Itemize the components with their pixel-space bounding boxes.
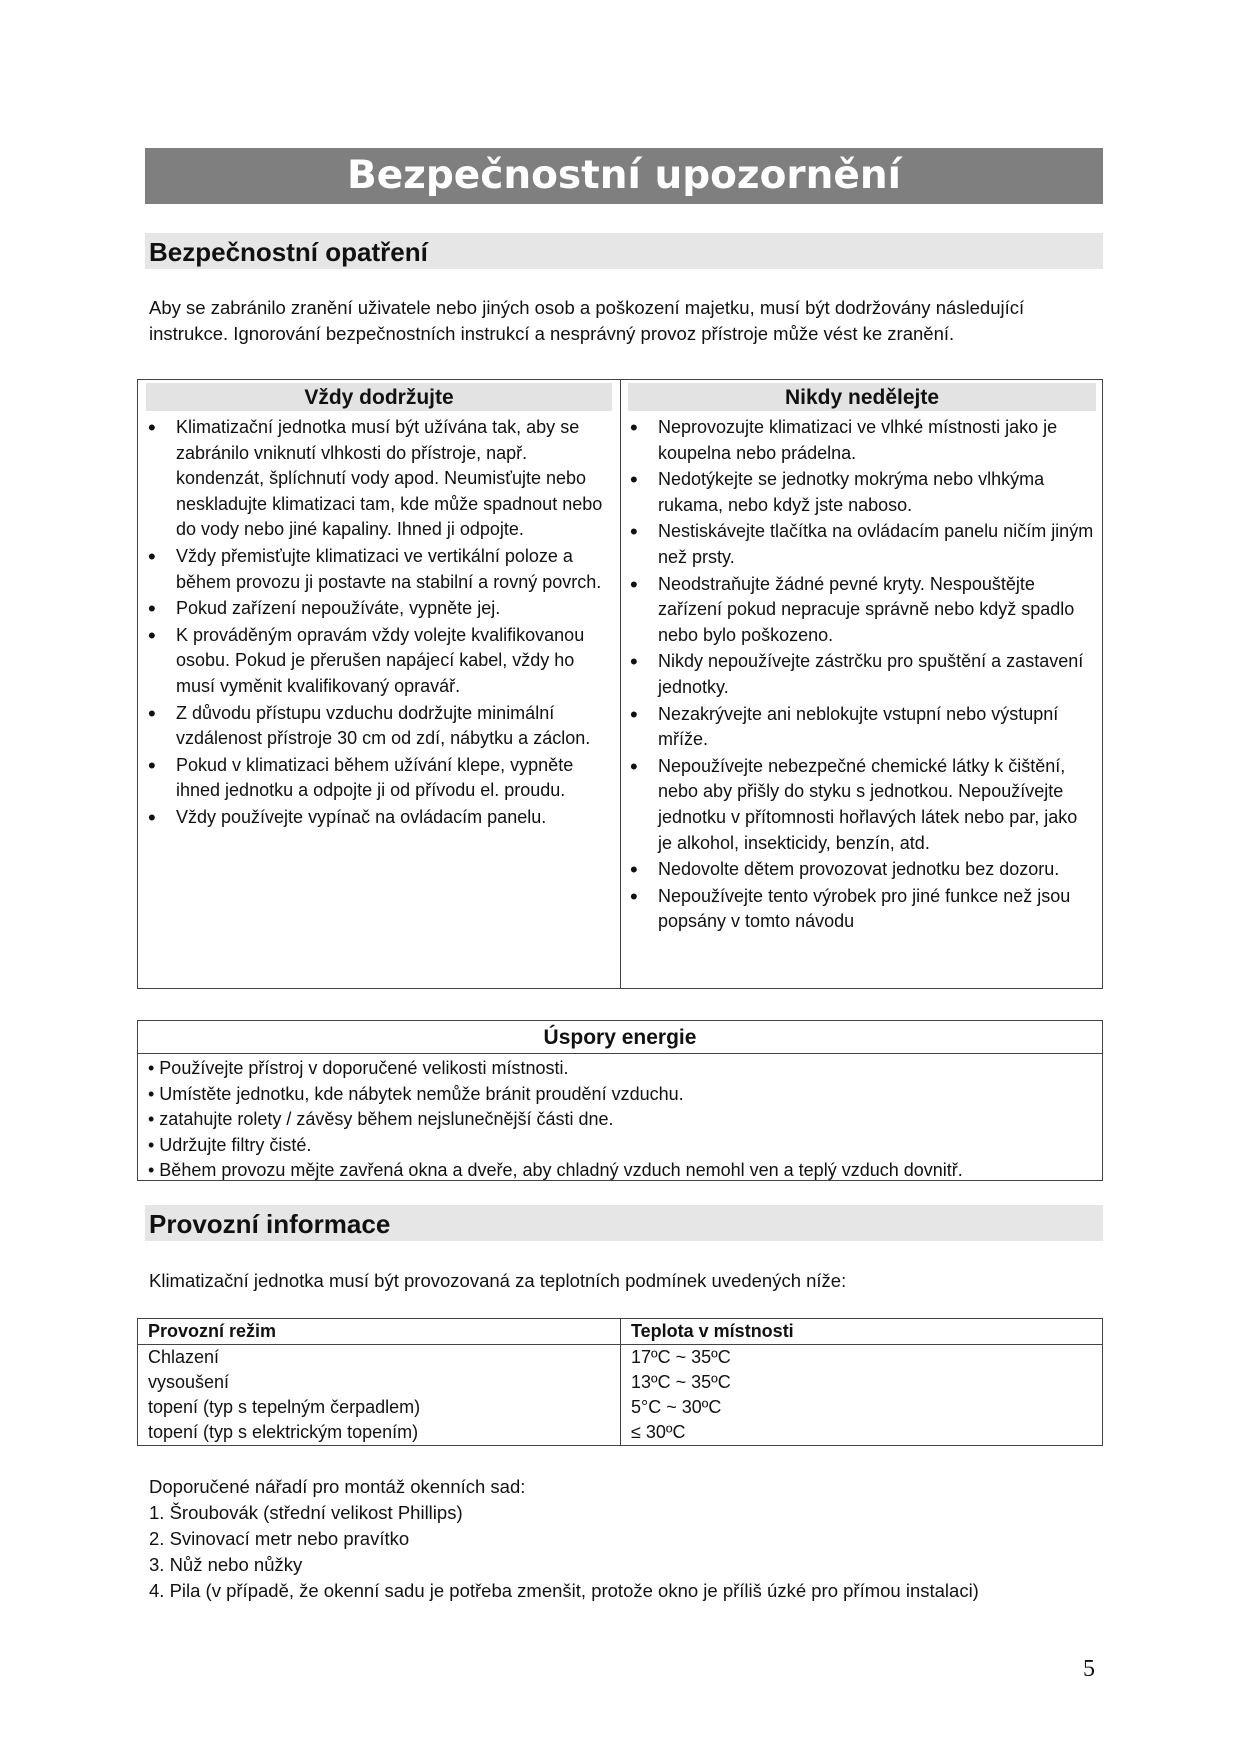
- list-item: [628, 857, 1096, 883]
- bullet-icon: •: [148, 415, 156, 440]
- energy-heading: Úspory energie: [138, 1021, 1102, 1054]
- list-item-text: Pokud zařízení nepoužíváte, vypněte jej.: [176, 598, 501, 619]
- tools-list: [149, 1474, 979, 1604]
- list-item: 1. Šroubovák (střední velikost Phillips): [149, 1502, 463, 1523]
- list-item: [628, 467, 1096, 518]
- table-header-cell: Teplota v místnosti: [621, 1319, 1103, 1345]
- bullet-icon: •: [148, 700, 156, 726]
- table-row: [138, 1370, 1103, 1395]
- table-row: [138, 1420, 1103, 1446]
- precautions-intro: Aby se zabránilo zranění uživatele nebo jiných osob a poškození majetku, musí být dodržovány následující instrukce. Ignorování bezpečnostních instrukcí a nesprávný provoz přístroje může vést ke zranění.: [149, 297, 1025, 344]
- bullet-icon: •: [630, 415, 638, 440]
- list-item-text: Nikdy nepoužívejte zástrčku pro spuštění a zastavení jednotky.: [658, 651, 1084, 697]
- table-cell: vysoušení: [138, 1370, 621, 1395]
- list-item: • Používejte přístroj v doporučené velikosti místnosti.: [148, 1058, 569, 1078]
- list-item-text: Klimatizační jednotka musí být užívána tak, aby se zabránilo vniknutí vlhkosti do přístroje, např. kondenzát, šplíchnutí vody apod. Neumisťujte nebo neskladujte klimatizaci tam, kde může spadnout nebo do vody nebo jiné kapaliny. Ihned ji odpojte.: [176, 417, 603, 540]
- tools-intro: Doporučené nářadí pro montáž okenních sad:: [149, 1476, 526, 1497]
- bullet-icon: •: [630, 467, 638, 493]
- table-header-cell: Provozní režim: [138, 1319, 621, 1345]
- list-item: [628, 649, 1096, 700]
- bullet-icon: •: [630, 701, 638, 727]
- page-number: 5: [1083, 1656, 1095, 1682]
- page-title: Bezpečnostní upozornění: [145, 148, 1103, 204]
- always-list: [146, 415, 612, 831]
- list-item: [628, 754, 1096, 856]
- bullet-icon: •: [630, 753, 638, 779]
- never-heading: Nikdy nedělejte: [628, 383, 1096, 411]
- list-item: • zatahujte rolety / závěsy během nejslunečnější části dne.: [148, 1109, 614, 1129]
- list-item-text: Neodstraňujte žádné pevné kryty. Nespouštějte zařízení pokud nepracuje správně nebo když spadlo nebo bylo poškozeno.: [658, 573, 1075, 645]
- column-divider: [620, 380, 621, 988]
- table-cell: Chlazení: [138, 1345, 621, 1371]
- list-item: [628, 702, 1096, 753]
- list-item-text: Vždy používejte vypínač na ovládacím panelu.: [176, 806, 547, 827]
- always-heading: Vždy dodržujte: [146, 383, 612, 411]
- list-item: • Udržujte filtry čisté.: [148, 1134, 312, 1155]
- list-item-text: Nepoužívejte nebezpečné chemické látky k čištění, nebo aby přišly do styku s jednotkou. Nepoužívejte jednotku v přítomnosti hořlavých látek nebo par, jako je alkohol, insekticidy, benzín, atd.: [658, 755, 1078, 853]
- list-item: [628, 519, 1096, 570]
- energy-saving-box: [137, 1020, 1103, 1181]
- always-column: [146, 380, 612, 832]
- list-item: [146, 544, 612, 595]
- list-item: [628, 415, 1096, 466]
- list-item-text: Nestiskávejte tlačítka na ovládacím panelu ničím jiným než prsty.: [658, 521, 1094, 567]
- bullet-icon: •: [148, 622, 156, 648]
- operation-heading: Provozní informace: [145, 1205, 1103, 1241]
- list-item: 2. Svinovací metr nebo pravítko: [149, 1528, 410, 1549]
- operation-intro: Klimatizační jednotka musí být provozovaná za teplotních podmínek uvedených níže:: [149, 1270, 847, 1291]
- energy-list: [138, 1054, 1102, 1184]
- bullet-icon: •: [148, 752, 156, 778]
- table-row: [138, 1395, 1103, 1420]
- table-header-row: [138, 1319, 1103, 1345]
- list-item-text: Nedovolte dětem provozovat jednotku bez dozoru.: [658, 859, 1060, 880]
- list-item: [628, 572, 1096, 649]
- bullet-icon: •: [148, 804, 156, 830]
- bullet-icon: •: [630, 883, 638, 909]
- bullet-icon: •: [630, 857, 638, 883]
- list-item: [146, 596, 612, 622]
- never-column: [628, 380, 1096, 936]
- table-cell: topení (typ s elektrickým topením): [138, 1420, 621, 1446]
- bullet-icon: •: [630, 571, 638, 597]
- safety-rules-table: [137, 379, 1103, 989]
- table-cell: 13ºC ~ 35ºC: [621, 1370, 1103, 1395]
- list-item-text: Neprovozujte klimatizaci ve vlhké místnosti jako je koupelna nebo prádelna.: [658, 417, 1058, 463]
- list-item: [146, 623, 612, 700]
- list-item-text: Nedotýkejte se jednotky mokrýma nebo vlhkýma rukama, nebo když jste naboso.: [658, 469, 1045, 515]
- table-cell: 17ºC ~ 35ºC: [621, 1345, 1103, 1371]
- table-cell: ≤ 30ºC: [621, 1420, 1103, 1446]
- list-item: [146, 805, 612, 831]
- bullet-icon: •: [148, 596, 156, 622]
- bullet-icon: •: [148, 543, 156, 569]
- list-item-text: Z důvodu přístupu vzduchu dodržujte minimální vzdálenost přístroje 30 cm od zdí, nábytku a záclon.: [176, 702, 591, 749]
- table-cell: topení (typ s tepelným čerpadlem): [138, 1395, 621, 1420]
- list-item: [628, 884, 1096, 935]
- bullet-icon: •: [630, 519, 638, 545]
- list-item-text: K prováděným opravám vždy volejte kvalifikovanou osobu. Pokud je přerušen napájecí kabel, vždy ho musí vyměnit kvalifikovaný opravář.: [176, 624, 585, 696]
- precautions-heading: Bezpečnostní opatření: [145, 233, 1103, 269]
- bullet-icon: •: [630, 649, 638, 675]
- list-item: 4. Pila (v případě, že okenní sadu je potřeba zmenšit, protože okno je příliš úzké pro přímou instalaci): [149, 1580, 979, 1601]
- list-item-text: Vždy přemisťujte klimatizaci ve vertikální poloze a během provozu ji postavte na stabilní a rovný povrch.: [176, 545, 602, 592]
- list-item: [146, 701, 612, 752]
- list-item: [146, 415, 612, 543]
- temperature-table: [137, 1318, 1103, 1446]
- list-item: • Během provozu mějte zavřená okna a dveře, aby chladný vzduch nemohl ven a teplý vzduch dovnitř.: [148, 1160, 963, 1180]
- table-row: [138, 1345, 1103, 1371]
- list-item: • Umístěte jednotku, kde nábytek nemůže bránit proudění vzduchu.: [148, 1083, 684, 1104]
- list-item: [146, 753, 612, 804]
- list-item-text: Nezakrývejte ani neblokujte vstupní nebo výstupní mříže.: [658, 703, 1059, 750]
- list-item-text: Pokud v klimatizaci během užívání klepe, vypněte ihned jednotku a odpojte ji od přívodu el. proudu.: [176, 754, 574, 801]
- list-item-text: Nepoužívejte tento výrobek pro jiné funkce než jsou popsány v tomto návodu: [658, 885, 1071, 932]
- never-list: [628, 415, 1096, 935]
- list-item: 3. Nůž nebo nůžky: [149, 1554, 303, 1575]
- table-cell: 5°C ~ 30ºC: [621, 1395, 1103, 1420]
